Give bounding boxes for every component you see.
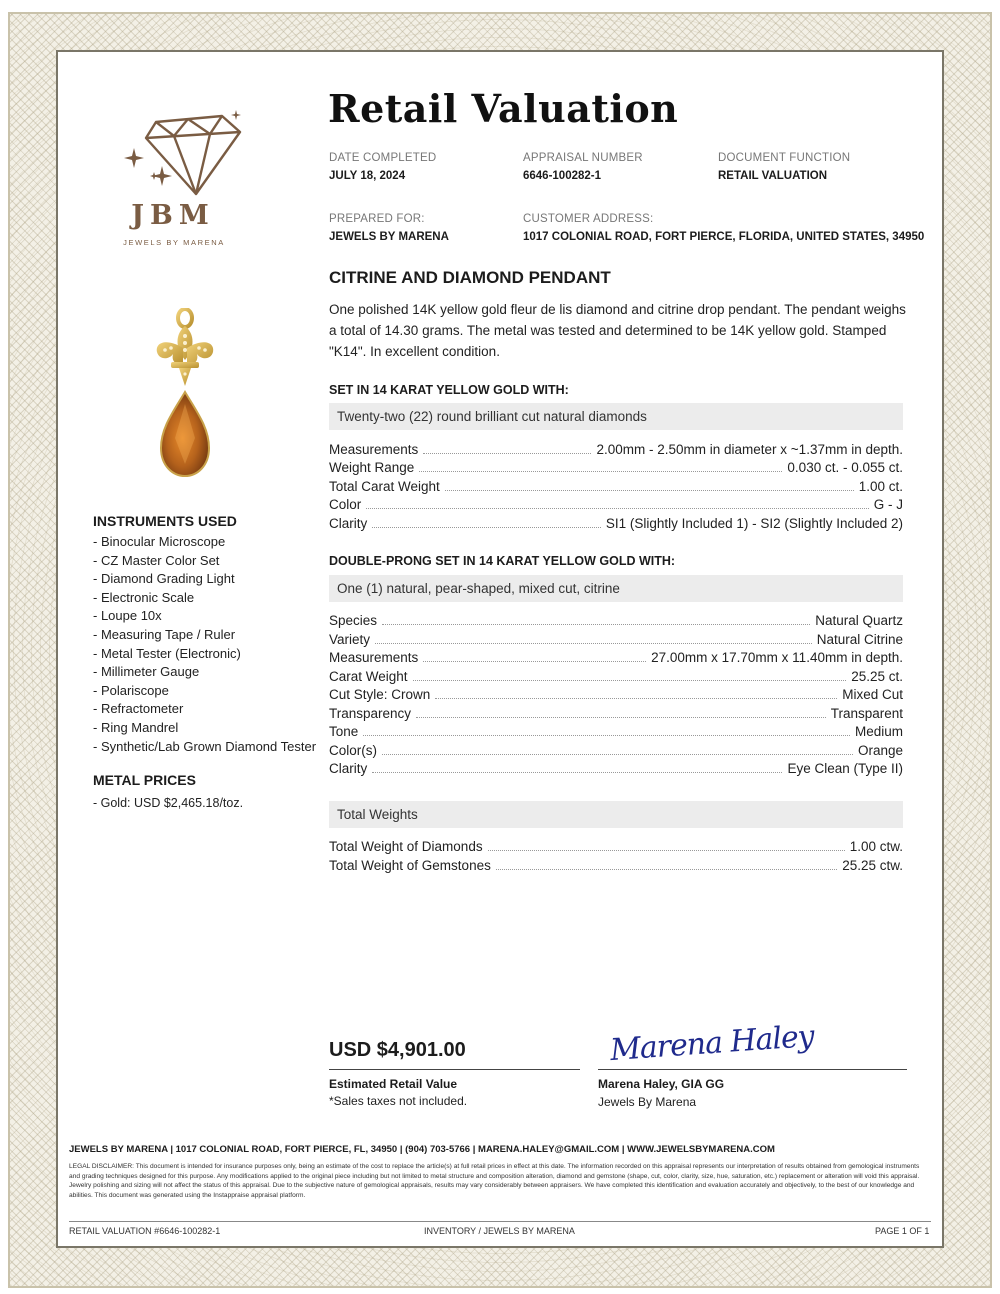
detail-value: 27.00mm x 17.70mm x 11.40mm in depth. [651,650,903,665]
detail-label: Measurements [329,442,419,457]
detail-label: Weight Range [329,460,415,475]
citrine-summary: One (1) natural, pear-shaped, mixed cut, citrine [329,575,903,602]
valuation-rule [329,1069,580,1070]
detail-row [329,442,903,460]
footer-rule [69,1221,931,1222]
detail-value: Mixed Cut [842,687,903,702]
detail-row [329,839,903,857]
list-item: - Gold: USD $2,465.18/toz. [93,796,244,810]
page-title: Retail Valuation [328,86,679,131]
dot-leader [423,651,646,662]
customer-address-label: CUSTOMER ADDRESS: [523,213,654,225]
dot-leader [382,614,810,625]
dot-leader [413,670,847,681]
signature-name: Marena Haley, GIA GG [598,1077,725,1091]
detail-value: SI1 (Slightly Included 1) - SI2 (Slightly Included 2) [605,516,903,531]
list-item: - Binocular Microscope [93,534,226,549]
prepared-for-label: PREPARED FOR: [329,213,425,225]
instruments-list [93,533,316,756]
signature-rule [598,1069,907,1070]
detail-value: 0.030 ct. - 0.055 ct. [787,460,903,475]
logo-brand: JBM [131,200,215,231]
appraisal-number-label: APPRAISAL NUMBER [523,152,643,164]
list-item: - Metal Tester (Electronic) [93,645,241,661]
list-item: - Millimeter Gauge [93,664,200,680]
prepared-for-value: JEWELS BY MARENA [329,231,449,243]
diamond-icon [118,108,248,200]
dot-leader [419,461,782,472]
detail-value: Eye Clean (Type II) [787,761,903,776]
list-item: - Ring Mandrel [93,719,179,735]
dot-leader [372,762,782,773]
detail-row [329,687,903,705]
detail-value: Transparent [830,706,903,721]
detail-label: Clarity [329,761,368,776]
diamonds-summary: Twenty-two (22) round brilliant cut natural diamonds [329,403,903,430]
detail-row [329,613,903,631]
metal-prices-heading: METAL PRICES [93,772,196,788]
detail-row [329,497,903,515]
detail-row [329,858,903,876]
list-item: - Synthetic/Lab Grown Diamond Tester [93,738,317,754]
detail-row [329,479,903,497]
list-item: - Measuring Tape / Ruler [93,626,236,642]
detail-value: 1.00 ct. [858,479,903,494]
customer-address-value: 1017 COLONIAL ROAD, FORT PIERCE, FLORIDA, UNITED STATES, 34950 [523,231,925,243]
signature-company: Jewels By Marena [598,1095,697,1109]
detail-label: Total Weight of Gemstones [329,858,491,873]
detail-label: Variety [329,632,371,647]
detail-label: Color [329,497,362,512]
detail-label: Clarity [329,516,368,531]
dot-leader [496,859,837,870]
appraisal-number-value: 6646-100282-1 [523,170,602,182]
dot-leader [488,840,845,851]
detail-row [329,724,903,742]
footer-contact: JEWELS BY MARENA | 1017 COLONIAL ROAD, FORT PIERCE, FL, 34950 | (904) 703-5766 | MARENA.HALEY@GMAIL.COM | WWW.JEWELSBYMARENA.COM [69,1144,775,1155]
detail-value: 25.25 ctw. [842,858,903,873]
dot-leader [375,633,812,644]
dot-leader [372,517,601,528]
list-item: - Loupe 10x [93,608,162,624]
dot-leader [416,707,826,718]
footer-left: RETAIL VALUATION #6646-100282-1 [69,1226,221,1236]
valuation-amount: USD $4,901.00 [329,1039,466,1061]
detail-row [329,706,903,724]
detail-row [329,669,903,687]
detail-value: Natural Citrine [816,632,903,647]
detail-label: Transparency [329,706,412,721]
logo [118,108,248,248]
item-title: CITRINE AND DIAMOND PENDANT [329,268,611,287]
detail-label: Species [329,613,378,628]
date-value: JULY 18, 2024 [329,170,406,182]
detail-value: Natural Quartz [815,613,903,628]
detail-row [329,761,903,779]
list-item: - CZ Master Color Set [93,552,220,568]
detail-row [329,650,903,668]
detail-value: 25.25 ct. [851,669,903,684]
signature-script: Marena Haley [609,1018,815,1069]
dot-leader [366,498,868,509]
detail-label: Cut Style: Crown [329,687,431,702]
legal-disclaimer: LEGAL DISCLAIMER: This document is intended for insurance purposes only, being an estimate of the cost to replace the article(s) at full retail prices in effect at this date. The information recorded on this appraisal represents our interpretation of results obtained from gemological instruments and grading techniques designed for this purpose. Any modifications applied to the original piece including but not limited to metal structure and composition alteration, diamond and gemstone (shape, cut, color, clarity, size, hue, saturation, etc.) replacement or alteration will void this appraisal. Jewelry polishing and sizing will not affect the status of this appraisal. Due to the subjective nature of gemological appraisals, results may vary considerably between appraisers. We have completed this identification and evaluation accurately and objectively, to the best of our knowledge and abilities. This document was generated using the Instappraise appraisal platform. [69,1163,920,1199]
detail-value: Orange [857,743,903,758]
detail-label: Measurements [329,650,419,665]
detail-value: G - J [873,497,903,512]
metal-prices-list [93,794,243,813]
dot-leader [382,744,853,755]
date-label: DATE COMPLETED [329,152,437,164]
totals-heading: Total Weights [329,801,903,828]
footer-right: PAGE 1 OF 1 [875,1226,930,1236]
list-item: - Refractometer [93,701,184,717]
citrine-heading: DOUBLE-PRONG SET IN 14 KARAT YELLOW GOLD WITH: [329,554,676,568]
detail-label: Carat Weight [329,669,408,684]
detail-row [329,632,903,650]
detail-value: 2.00mm - 2.50mm in diameter x ~1.37mm in depth. [596,442,903,457]
dot-leader [423,443,591,454]
dot-leader [435,688,837,699]
detail-value: Medium [854,724,903,739]
document-function-label: DOCUMENT FUNCTION [718,152,851,164]
pendant-image [145,308,225,480]
dot-leader [363,725,850,736]
list-item: - Electronic Scale [93,589,195,605]
footer-center: INVENTORY / JEWELS BY MARENA [424,1226,575,1236]
detail-label: Tone [329,724,359,739]
detail-row [329,743,903,761]
item-description: One polished 14K yellow gold fleur de lis diamond and citrine drop pendant. The pendant weighs a total of 14.30 grams. The metal was tested and determined to be 14K yellow gold. Stamped "K14". In excellent condition. [329,302,906,359]
detail-value: 1.00 ctw. [849,839,903,854]
valuation-label: Estimated Retail Value [329,1077,458,1091]
detail-row [329,460,903,478]
logo-tagline: JEWELS BY MARENA [123,238,225,247]
dot-leader [445,480,854,491]
list-item: - Polariscope [93,682,169,698]
detail-row [329,516,903,534]
detail-label: Total Carat Weight [329,479,440,494]
document-function-value: RETAIL VALUATION [718,170,828,182]
detail-label: Total Weight of Diamonds [329,839,483,854]
instruments-heading: INSTRUMENTS USED [93,513,237,529]
detail-label: Color(s) [329,743,378,758]
valuation-note: *Sales taxes not included. [329,1094,468,1108]
list-item: - Diamond Grading Light [93,571,235,587]
diamonds-heading: SET IN 14 KARAT YELLOW GOLD WITH: [329,383,569,397]
